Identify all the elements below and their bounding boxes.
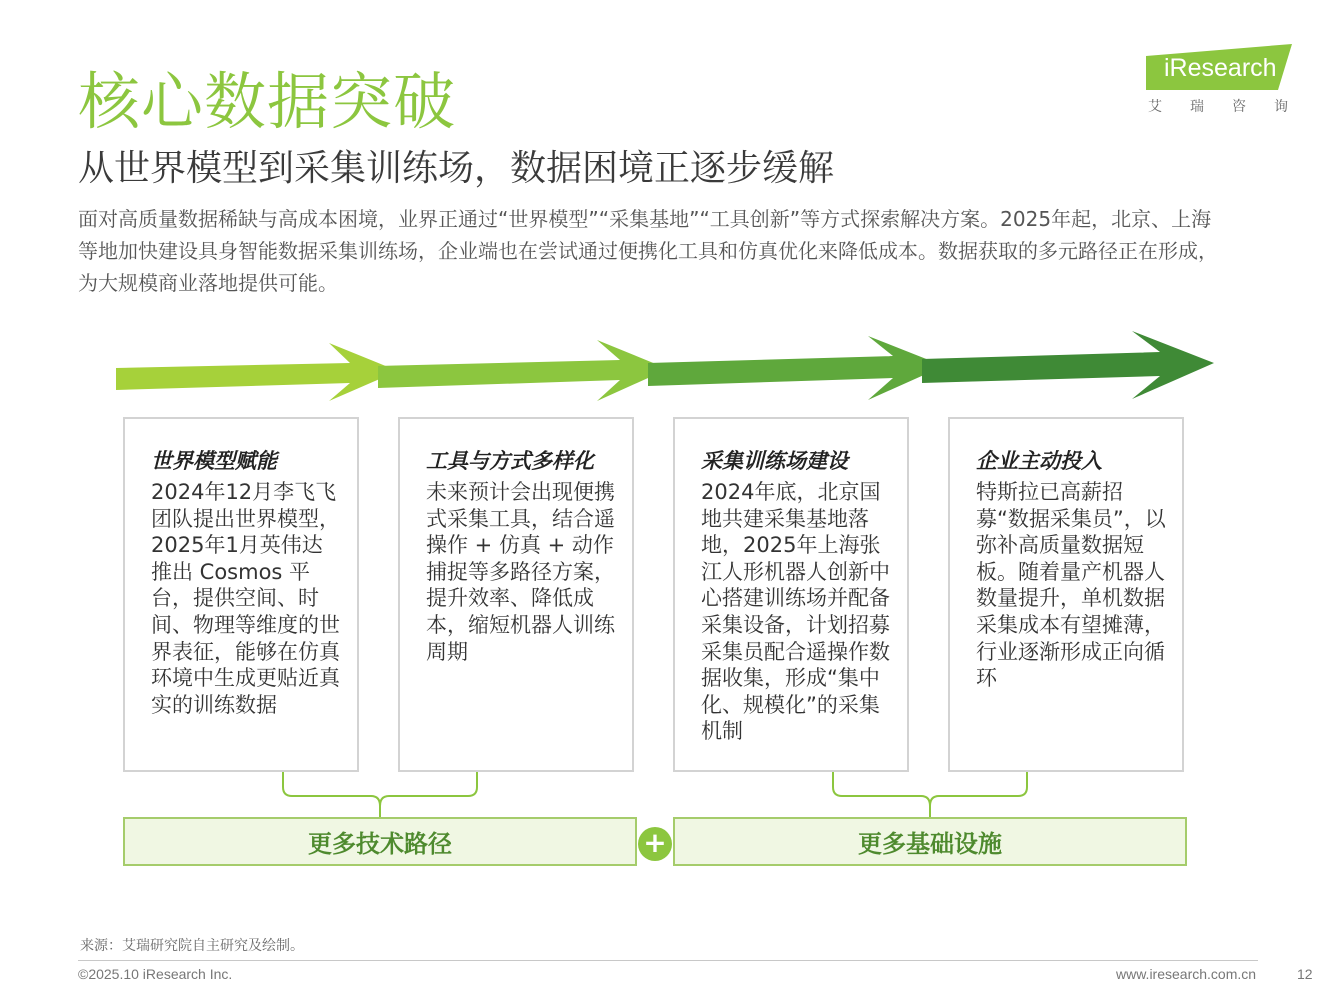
- card-title: 采集训练场建设: [701, 449, 848, 473]
- page-title: 核心数据突破: [78, 65, 457, 138]
- card-body: 2024年底，北京国地共建采集基地落地，2025年上海张江人形机器人创新中心搭建训练场并配备采集设备，计划招募采集员配合遥操作数据收集，形成“集中化、规模化”的采集机制: [701, 480, 890, 744]
- brace-right: [833, 772, 1027, 817]
- summary-more-infrastructure: 更多基础设施: [673, 817, 1187, 866]
- footer-divider: [78, 960, 1258, 961]
- card-title: 企业主动投入: [976, 449, 1102, 473]
- intro-paragraph: 面对高质量数据稀缺与高成本困境，业界正通过“世界模型”“采集基地”“工具创新”等方式探索解决方案。2025年起，北京、上海等地加快建设具身智能数据采集训练场，企业端也在尝试通过便携化工具和仿真优化来降低成本。数据获取的多元路径正在形成，为大规模商业落地提供可能。: [78, 207, 1218, 295]
- card-title: 世界模型赋能: [151, 449, 277, 473]
- website-link[interactable]: www.iresearch.com.cn: [1116, 966, 1257, 982]
- summary-more-tech-paths: 更多技术路径: [123, 817, 637, 866]
- card-body: 未来预计会出现便携式采集工具，结合遥操作 + 仿真 + 动作捕捉等多路径方案，提升效率、降低成本，缩短机器人训练周期: [426, 480, 615, 664]
- card-body: 2024年12月李飞飞团队提出世界模型，2025年1月英伟达推出 Cosmos 平台，提供空间、时间、物理等维度的世界表征，能够在仿真环境中生成更贴近真实的训练数据: [151, 480, 340, 717]
- page-number: 12: [1297, 966, 1313, 982]
- card-title: 工具与方式多样化: [426, 449, 594, 473]
- logo-chinese-text: 艾瑞咨询: [1148, 99, 1316, 115]
- brace-left: [283, 772, 477, 817]
- card-body: 特斯拉已高薪招募“数据采集员”，以弥补高质量数据短板。随着量产机器人数量提升，单机数据采集成本有望摊薄，行业逐渐形成正向循环: [976, 480, 1166, 691]
- source-note: 来源：艾瑞研究院自主研究及绘制。: [80, 938, 304, 954]
- logo-brand-text: iResearch: [1164, 54, 1277, 82]
- plus-icon: +: [638, 827, 672, 861]
- copyright-text: ©2025.10 iResearch Inc.: [78, 966, 233, 982]
- page-subtitle: 从世界模型到采集训练场，数据困境正逐步缓解: [78, 148, 835, 189]
